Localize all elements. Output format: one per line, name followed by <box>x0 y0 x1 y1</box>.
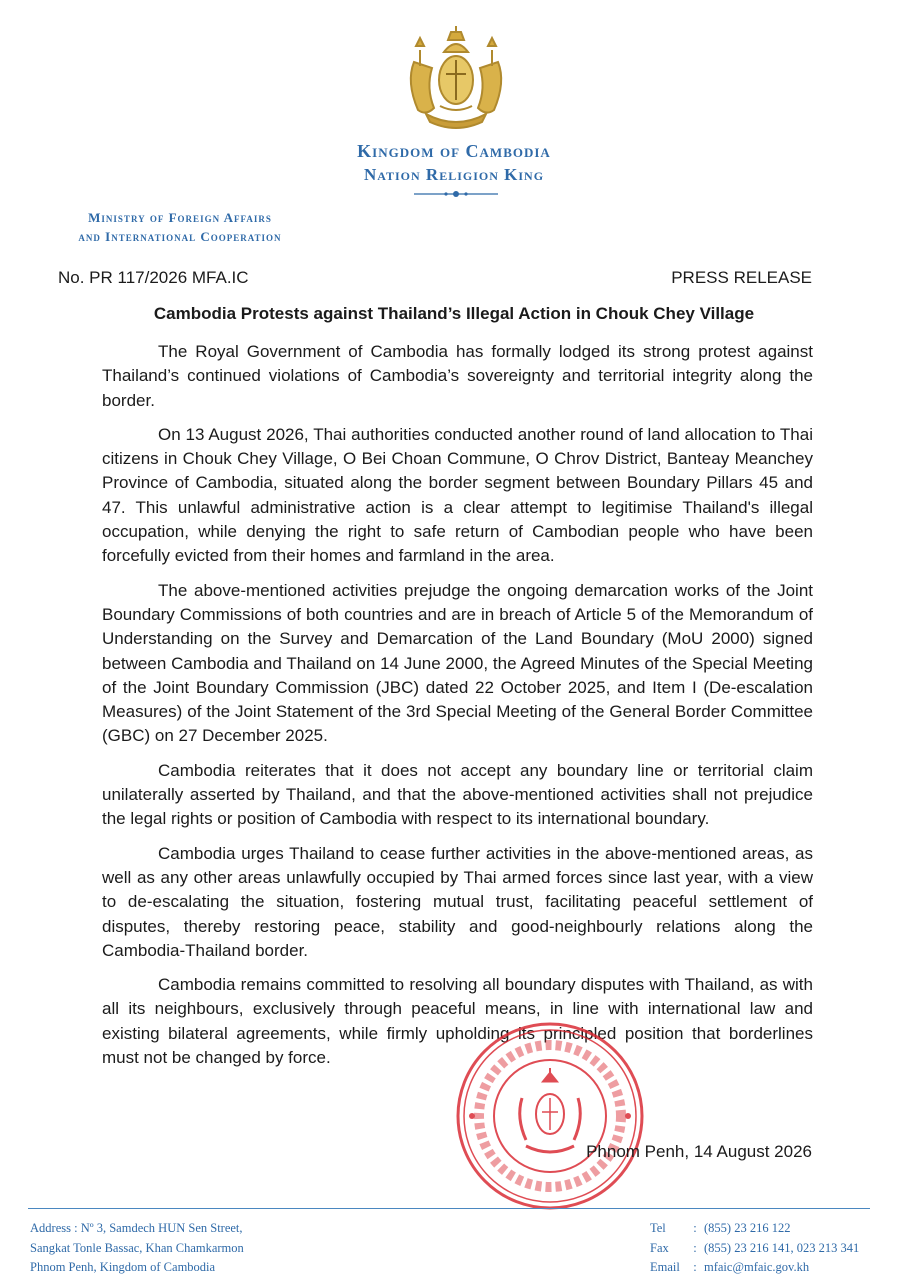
ministry-line-2: and International Cooperation <box>78 229 282 244</box>
reference-number: No. PR 117/2026 MFA.IC <box>58 268 249 287</box>
email-label: Email <box>650 1260 680 1274</box>
separator: : <box>693 1260 697 1274</box>
paragraph: The above-mentioned activities prejudge the ongoing demarcation works of the Joint Boundary Commissions of both countries and are in breach of Article 5 of the Memorandum of Understanding on the Survey and Demarcation of the Land Boundary (MoU 2000) signed between Cambodia and Thailand on 14 June 2000, the Agreed Minutes of the Special Meeting of the Joint Boundary Commission (JBC) dated 22 October 2025, and Item I (De-escalation Measures) of the Joint Statement of the 3rd Special Meeting of the General Border Committee (GBC) on 27 December 2025. <box>102 580 813 746</box>
ministry-address <box>30 1219 244 1278</box>
ornament-divider-icon <box>414 189 498 199</box>
email-row <box>650 1258 859 1278</box>
address-line-1: Address : Nº 3, Samdech HUN Sen Street, <box>30 1221 243 1235</box>
fax-value: (855) 23 216 141, 023 213 341 <box>704 1240 860 1255</box>
royal-arms-of-cambodia-icon <box>396 22 516 138</box>
tel-value: (855) 23 216 122 <box>704 1221 791 1235</box>
press-release-title: Cambodia Protests against Thailand’s Illegal Action in Chouk Chey Village <box>153 304 755 323</box>
national-motto: Nation Religion King <box>363 165 545 184</box>
official-red-seal-icon <box>452 1018 648 1214</box>
paragraph: Cambodia urges Thailand to cease further activities in the above-mentioned areas, as well as any other areas unlawfully occupied by Thai armed forces since last year, with a view to de-escalating the situation, fostering mutual trust, facilitating peaceful settlement of disputes, thereby restoring peace, stability and good-neighbourly relations along the Cambodia-Thailand border. <box>102 843 813 960</box>
tel-row <box>650 1219 859 1239</box>
fax-label: Fax <box>650 1240 669 1255</box>
ministry-line-1: Ministry of Foreign Affairs <box>88 210 272 225</box>
press-release-body <box>102 340 813 1080</box>
dateline: Phnom Penh, 14 August 2026 <box>586 1142 812 1161</box>
separator: : <box>693 1221 697 1235</box>
document-type-label: PRESS RELEASE <box>671 268 812 287</box>
paragraph: Cambodia reiterates that it does not accept any boundary line or territorial claim unilaterally asserted by Thailand, and that the above-mentioned activities shall not prejudice the legal rights or position of Cambodia with respect to its international boundary. <box>102 760 813 829</box>
footer-divider <box>28 1208 870 1209</box>
ministry-name <box>30 208 330 246</box>
tel-label: Tel <box>650 1221 666 1235</box>
country-name: Kingdom of Cambodia <box>357 141 551 161</box>
paragraph: Cambodia remains committed to resolving all boundary disputes with Thailand, as with all its neighbours, exclusively through peaceful means, in line with international law and existing bilateral agreements, while firmly upholding its principled position that borderlines must not be changed by force. <box>102 975 813 1068</box>
separator: : <box>693 1240 697 1255</box>
email-value[interactable]: mfaic@mfaic.gov.kh <box>704 1260 810 1274</box>
ministry-contacts <box>650 1219 859 1278</box>
paragraph: On 13 August 2026, Thai authorities conducted another round of land allocation to Thai citizens in Chouk Chey Village, O Bei Choan Commune, O Chrov District, Banteay Meanchey Province of Cambodia, situated along the border segment between Boundary Pillars 45 and 47. This unlawful administrative action is a clear attempt to legitimise Thailand's illegal occupation, while denying the right to safe return of Cambodian people who have been forcefully evicted from their homes and farmland in the area. <box>102 424 813 566</box>
paragraph: The Royal Government of Cambodia has formally lodged its strong protest against Thailand’s continued violations of Cambodia’s sovereignty and territorial integrity along the border. <box>102 342 813 410</box>
fax-row <box>650 1239 859 1259</box>
address-line-3: Phnom Penh, Kingdom of Cambodia <box>30 1260 216 1274</box>
address-line-2: Sangkat Tonle Bassac, Khan Chamkarmon <box>30 1240 244 1255</box>
